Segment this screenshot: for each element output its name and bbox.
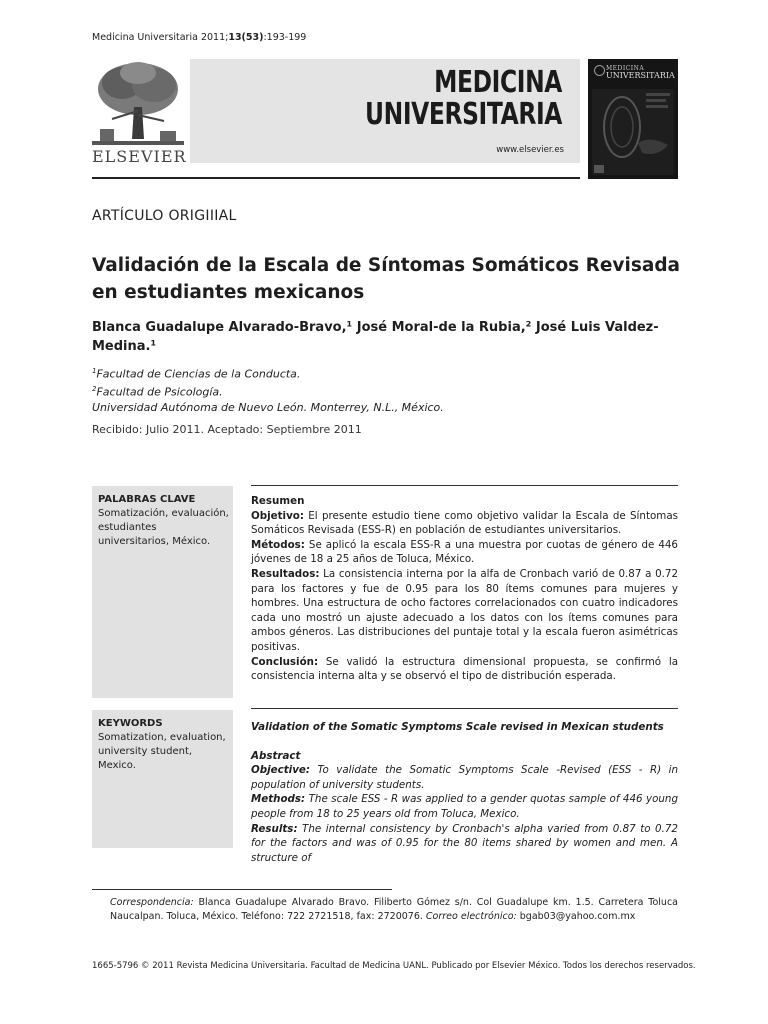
copyright-footer: 1665-5796 © 2011 Revista Medicina Universitaria. Facultad de Medicina UANL. Publicado por Elsevier México. Todos los derechos reservados. <box>92 961 696 971</box>
journal-masthead <box>190 59 580 163</box>
affiliations <box>92 364 682 416</box>
affiliation-1: $^1$Facultad de Ciencias de la Conducta. <box>92 367 301 381</box>
masthead-line1: MEDICINA <box>434 65 562 100</box>
article-type-label: ARTÍCULO ORIGIIIAL <box>92 208 237 224</box>
keywords-text-es: Somatización, evaluación, estudiantes universitarios, México. <box>98 508 229 547</box>
keywords-box-en <box>92 710 233 848</box>
cover-title-line2: UNIVERSITARIA <box>606 71 675 80</box>
correspondence-email[interactable]: bgab03@yahoo.com.mx <box>516 910 636 922</box>
abstract-heading-en: Abstract <box>251 749 301 762</box>
cover-title-line1: MEDICINA <box>606 65 645 72</box>
masthead-line2: UNIVERSITARIA <box>365 97 562 132</box>
received-accepted-dates: Recibido: Julio 2011. Aceptado: Septiembre 2011 <box>92 423 362 436</box>
abstract-es: Resumen Objetivo: El presente estudio tiene como objetivo validar la Escala de Síntomas Somáticos Revisada (ESS-R) en población de estudiantes universitarios. Métodos: Se aplicó la escala ESS-R a una muestra por cuotas de género de 446 jóvenes de 18 a 25 años de Toluca, México. Resultados: La consistencia interna por la alfa de Cronbach varió de 0.87 a 0.72 para los factores y fue de 0.95 para los 80 ítems comunes para mujeres y hombres. Una estructura de ocho factores correlacionados con cuatro indicadores cada uno mostró un ajuste adecuado a los datos con los ítems comunes para ambos géneros. Las distribuciones del puntaje total y la escala fueron asimétricas positivas. Conclusión: Se validó la estructura dimensional propuesta, se confirmó la consistencia interna alta y se observó el tipo de distribución esperada. <box>251 495 678 683</box>
article-title: Validación de la Escala de Síntomas Somáticos Revisada en estudiantes mexicanos <box>92 255 681 303</box>
journal-citation: Medicina Universitaria 2011;13(53):193-199 <box>92 32 307 43</box>
abstract-title-en: Validation of the Somatic Symptoms Scale revised in Mexican students <box>251 721 664 733</box>
abstract-divider-es <box>251 485 678 486</box>
affiliation-3: Universidad Autónoma de Nuevo León. Monterrey, N.L., México. <box>92 401 444 415</box>
elsevier-tree-icon <box>92 59 184 145</box>
abstract-divider-en <box>251 708 678 709</box>
keywords-text-en: Somatization, evaluation, university student, Mexico. <box>98 732 226 771</box>
keywords-heading-en: KEYWORDS <box>98 718 163 729</box>
journal-cover-thumbnail <box>588 59 678 179</box>
article-authors: Blanca Guadalupe Alvarado-Bravo,¹ José Moral-de la Rubia,² José Luis Valdez-Medina.¹ <box>92 320 659 354</box>
journal-url[interactable]: www.elsevier.es <box>496 145 564 155</box>
keywords-heading-es: PALABRAS CLAVE <box>98 494 196 505</box>
abstract-heading-es: Resumen <box>251 495 305 507</box>
elsevier-wordmark: ELSEVIER <box>92 147 187 166</box>
keywords-box-es <box>92 486 233 698</box>
cover-seal-icon <box>594 65 605 76</box>
elsevier-logo <box>92 59 187 171</box>
cover-artwork-icon <box>588 83 678 179</box>
correspondence-note: Correspondencia: Blanca Guadalupe Alvarado Bravo. Filiberto Gómez s/n. Col Guadalupe km. 1.5. Carretera Toluca Naucalpan. Toluca, México. Teléfono: 722 2721518, fax: 2720076. Correo electrónico: bgab03@yahoo.com.mx <box>110 897 678 922</box>
abstract-en: Validation of the Somatic Symptoms Scale revised in Mexican students Abstract Objective: To validate the Somatic Symptoms Scale -Revised (ESS - R) in population of university students. Methods: The scale ESS - R was applied to a gender quotas sample of 446 young people from 18 to 25 years old from Toluca, Mexico. Results: The internal consistency by Cronbach's alpha varied from 0.87 to 0.72 for the factors and was of 0.95 for the 80 items shared by women and men. A structure of <box>251 721 678 864</box>
header-divider <box>92 177 580 179</box>
footnote-divider <box>92 889 392 890</box>
affiliation-2: $^2$Facultad de Psicología. <box>92 385 223 399</box>
